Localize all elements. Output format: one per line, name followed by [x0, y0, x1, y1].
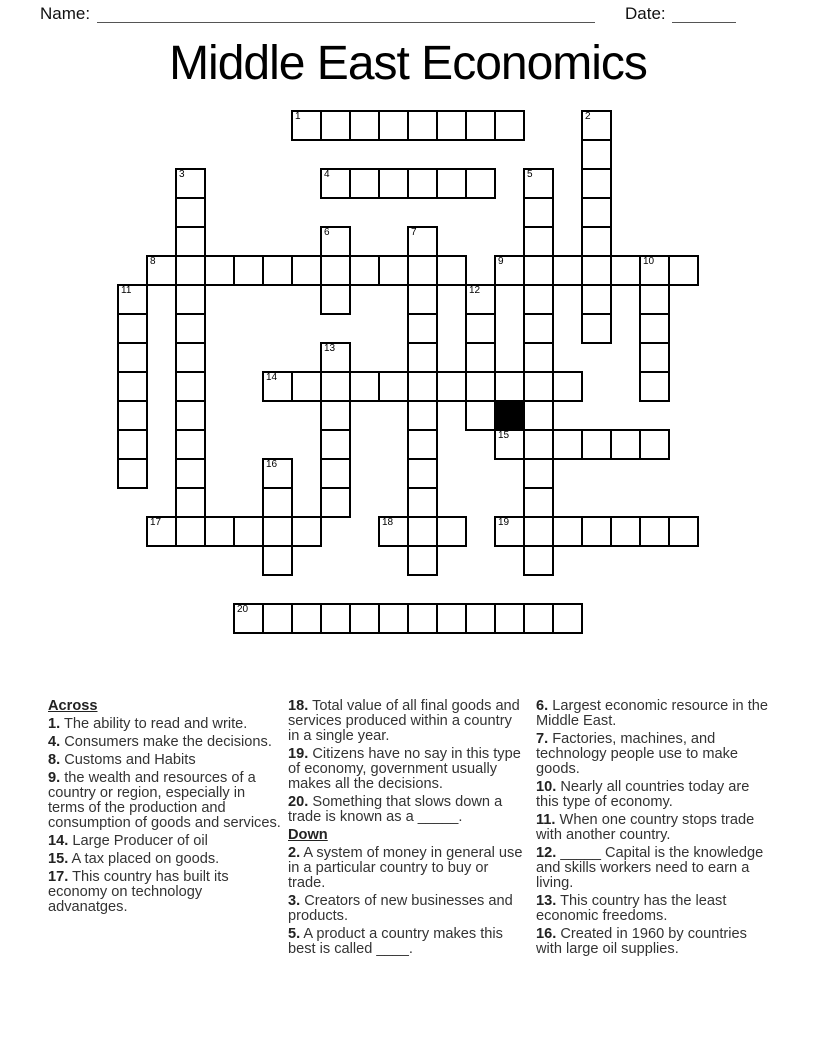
answer-cell[interactable] [436, 255, 467, 286]
cell-number: 13 [324, 343, 336, 354]
black-cell [494, 400, 525, 431]
answer-cell[interactable] [494, 371, 525, 402]
answer-cell[interactable] [175, 313, 206, 344]
clue-text: Large Producer of oil [72, 833, 208, 850]
clue-text: The ability to read and write. [63, 716, 248, 733]
answer-cell[interactable] [175, 168, 206, 199]
name-label: Name: [40, 4, 91, 23]
answer-cell[interactable] [320, 255, 351, 286]
answer-cell[interactable] [523, 284, 554, 315]
date-label: Date: [625, 4, 666, 23]
answer-cell[interactable] [378, 110, 409, 141]
clue-text: This country has the least economic freedoms. [536, 893, 727, 925]
answer-cell[interactable] [175, 400, 206, 431]
clue-number: 7. [536, 731, 549, 748]
answer-cell[interactable] [494, 603, 525, 634]
clue-number: 20. [288, 794, 309, 811]
answer-cell[interactable] [175, 255, 206, 286]
answer-cell[interactable] [639, 429, 670, 460]
answer-cell[interactable] [262, 371, 293, 402]
answer-cell[interactable] [291, 516, 322, 547]
answer-cell[interactable] [175, 371, 206, 402]
answer-cell[interactable] [262, 603, 293, 634]
clue-text: Created in 1960 by countries with large oil supplies. [536, 926, 747, 958]
answer-cell[interactable] [639, 284, 670, 315]
answer-cell[interactable] [233, 603, 264, 634]
clue-number: 4. [48, 734, 61, 751]
clue-text: Citizens have no say in this type of economy, government usually makes all the decisions. [288, 746, 521, 793]
clue-number: 19. [288, 746, 309, 763]
clue-item [536, 780, 776, 810]
clue-item [288, 699, 526, 744]
answer-cell[interactable] [407, 342, 438, 373]
answer-cell[interactable] [407, 458, 438, 489]
answer-cell[interactable] [349, 371, 380, 402]
answer-cell[interactable] [465, 284, 496, 315]
cell-number: 12 [469, 285, 481, 296]
clue-number: 8. [48, 752, 61, 769]
answer-cell[interactable] [320, 226, 351, 257]
answer-cell[interactable] [465, 313, 496, 344]
answer-cell[interactable] [639, 371, 670, 402]
answer-cell[interactable] [320, 429, 351, 460]
cell-number: 18 [382, 517, 394, 528]
answer-cell[interactable] [465, 168, 496, 199]
answer-cell[interactable] [407, 400, 438, 431]
answer-cell[interactable] [523, 255, 554, 286]
cell-number: 14 [266, 372, 278, 383]
answer-cell[interactable] [436, 168, 467, 199]
answer-cell[interactable] [117, 458, 148, 489]
answer-cell[interactable] [320, 110, 351, 141]
answer-cell[interactable] [552, 516, 583, 547]
clue-item [288, 747, 526, 792]
answer-cell[interactable] [175, 226, 206, 257]
answer-cell[interactable] [262, 516, 293, 547]
answer-cell[interactable] [117, 400, 148, 431]
answer-cell[interactable] [552, 603, 583, 634]
answer-cell[interactable] [494, 429, 525, 460]
clue-item [48, 852, 282, 867]
clue-text: Creators of new businesses and products. [288, 893, 513, 925]
answer-cell[interactable] [407, 284, 438, 315]
clue-number: 6. [536, 698, 549, 714]
cell-number: 17 [150, 517, 162, 528]
answer-cell[interactable] [523, 342, 554, 373]
answer-cell[interactable] [639, 516, 670, 547]
answer-cell[interactable] [378, 168, 409, 199]
answer-cell[interactable] [262, 458, 293, 489]
answer-cell[interactable] [523, 429, 554, 460]
clue-item [288, 894, 526, 924]
cell-number: 9 [498, 256, 504, 267]
clue-item [536, 732, 776, 777]
answer-cell[interactable] [407, 313, 438, 344]
answer-cell[interactable] [581, 197, 612, 228]
answer-cell[interactable] [465, 342, 496, 373]
answer-cell[interactable] [291, 255, 322, 286]
answer-cell[interactable] [378, 371, 409, 402]
answer-cell[interactable] [349, 168, 380, 199]
clue-text: Consumers make the decisions. [64, 734, 272, 751]
cell-number: 6 [324, 227, 330, 238]
answer-cell[interactable] [494, 516, 525, 547]
clue-item [288, 795, 526, 825]
answer-cell[interactable] [610, 429, 641, 460]
answer-cell[interactable] [523, 168, 554, 199]
answer-cell[interactable] [146, 255, 177, 286]
answer-cell[interactable] [465, 603, 496, 634]
answer-cell[interactable] [523, 487, 554, 518]
clue-number: 10. [536, 779, 557, 796]
cell-number: 15 [498, 430, 510, 441]
answer-cell[interactable] [639, 313, 670, 344]
answer-cell[interactable] [320, 603, 351, 634]
clue-number: 11. [536, 812, 556, 829]
clue-item [288, 927, 526, 957]
answer-cell[interactable] [320, 487, 351, 518]
answer-cell[interactable] [436, 603, 467, 634]
answer-cell[interactable] [262, 545, 293, 576]
answer-cell[interactable] [523, 313, 554, 344]
answer-cell[interactable] [523, 226, 554, 257]
answer-cell[interactable] [349, 255, 380, 286]
clue-item [536, 846, 776, 891]
cell-number: 16 [266, 459, 278, 470]
answer-cell[interactable] [407, 110, 438, 141]
clue-text: Nearly all countries today are this type of economy. [536, 779, 750, 811]
clue-column-across [48, 699, 282, 918]
answer-cell[interactable] [407, 429, 438, 460]
answer-cell[interactable] [552, 255, 583, 286]
clue-text: Customs and Habits [64, 752, 196, 769]
clue-item [48, 834, 282, 849]
answer-cell[interactable] [320, 458, 351, 489]
answer-cell[interactable] [407, 516, 438, 547]
answer-cell[interactable] [494, 110, 525, 141]
answer-cell[interactable] [117, 429, 148, 460]
answer-cell[interactable] [378, 516, 409, 547]
answer-cell[interactable] [233, 516, 264, 547]
answer-cell[interactable] [117, 342, 148, 373]
answer-cell[interactable] [494, 255, 525, 286]
answer-cell[interactable] [407, 603, 438, 634]
clue-text: Something that slows down a trade is known as a _____. [288, 794, 503, 826]
clue-number: 14. [48, 833, 69, 850]
across-header: Across [48, 698, 98, 714]
answer-cell[interactable] [581, 313, 612, 344]
cell-number: 8 [150, 256, 156, 267]
answer-cell[interactable] [320, 371, 351, 402]
answer-cell[interactable] [407, 226, 438, 257]
answer-cell[interactable] [349, 110, 380, 141]
answer-cell[interactable] [117, 371, 148, 402]
cell-number: 20 [237, 604, 249, 615]
answer-cell[interactable] [320, 284, 351, 315]
answer-cell[interactable] [552, 429, 583, 460]
answer-cell[interactable] [320, 400, 351, 431]
clue-number: 5. [288, 926, 301, 943]
cell-number: 5 [527, 169, 533, 180]
answer-cell[interactable] [175, 516, 206, 547]
answer-cell[interactable] [291, 110, 322, 141]
down-header: Down [288, 827, 328, 844]
answer-cell[interactable] [523, 400, 554, 431]
clue-item [536, 927, 776, 957]
answer-cell[interactable] [175, 284, 206, 315]
cell-number: 19 [498, 517, 510, 528]
answer-cell[interactable] [523, 458, 554, 489]
clue-item [536, 813, 776, 843]
answer-cell[interactable] [262, 487, 293, 518]
answer-cell[interactable] [668, 516, 699, 547]
clue-item [536, 699, 776, 729]
clue-number: 1. [48, 716, 61, 733]
clue-item [48, 771, 282, 831]
clue-text: A system of money in general use in a particular country to buy or trade. [288, 845, 523, 892]
clue-number: 2. [288, 845, 301, 862]
clue-item [536, 894, 776, 924]
answer-cell[interactable] [436, 371, 467, 402]
clue-text: the wealth and resources of a country or region, especially in terms of the production and consumption of goods and services. [48, 770, 281, 832]
answer-cell[interactable] [175, 197, 206, 228]
answer-cell[interactable] [465, 400, 496, 431]
answer-cell[interactable] [204, 255, 235, 286]
clue-item [288, 846, 526, 891]
answer-cell[interactable] [581, 255, 612, 286]
clue-number: 16. [536, 926, 557, 943]
clue-text: A product a country makes this best is called ____. [288, 926, 503, 958]
answer-cell[interactable] [407, 545, 438, 576]
answer-cell[interactable] [349, 603, 380, 634]
page-title: Middle East Economics [169, 37, 647, 90]
answer-cell[interactable] [668, 255, 699, 286]
clue-item [48, 735, 282, 750]
clue-number: 17. [48, 869, 69, 886]
answer-cell[interactable] [175, 458, 206, 489]
clue-item [48, 753, 282, 768]
answer-cell[interactable] [117, 313, 148, 344]
answer-cell[interactable] [581, 226, 612, 257]
answer-cell[interactable] [320, 342, 351, 373]
clue-number: 12. [536, 845, 557, 862]
answer-cell[interactable] [436, 516, 467, 547]
clue-text: When one country stops trade with another country. [536, 812, 755, 844]
answer-cell[interactable] [523, 603, 554, 634]
answer-cell[interactable] [639, 342, 670, 373]
cell-number: 10 [643, 256, 655, 267]
clue-number: 9. [48, 770, 61, 787]
answer-cell[interactable] [233, 255, 264, 286]
clue-text: Total value of all final goods and services produced within a country in a single year. [288, 698, 520, 745]
answer-cell[interactable] [465, 110, 496, 141]
answer-cell[interactable] [581, 429, 612, 460]
answer-cell[interactable] [407, 255, 438, 286]
answer-cell[interactable] [523, 545, 554, 576]
clue-text: Factories, machines, and technology people use to make goods. [536, 731, 739, 778]
clue-column-down [536, 699, 776, 961]
answer-cell[interactable] [291, 371, 322, 402]
clue-text: This country has built its economy on technology advanatges. [48, 869, 229, 916]
clue-text: Largest economic resource in the Middle East. [536, 698, 769, 730]
answer-cell[interactable] [552, 371, 583, 402]
cell-number: 2 [585, 111, 591, 122]
answer-cell[interactable] [175, 487, 206, 518]
answer-cell[interactable] [291, 603, 322, 634]
answer-cell[interactable] [581, 139, 612, 170]
answer-cell[interactable] [262, 255, 293, 286]
answer-cell[interactable] [581, 516, 612, 547]
clue-text: A tax placed on goods. [71, 851, 220, 868]
answer-cell[interactable] [581, 284, 612, 315]
answer-cell[interactable] [523, 197, 554, 228]
answer-cell[interactable] [407, 371, 438, 402]
answer-cell[interactable] [523, 371, 554, 402]
answer-cell[interactable] [175, 342, 206, 373]
answer-cell[interactable] [320, 168, 351, 199]
answer-cell[interactable] [581, 110, 612, 141]
answer-cell[interactable] [175, 429, 206, 460]
answer-cell[interactable] [117, 284, 148, 315]
answer-cell[interactable] [407, 487, 438, 518]
answer-cell[interactable] [523, 516, 554, 547]
answer-cell[interactable] [610, 255, 641, 286]
answer-cell[interactable] [639, 255, 670, 286]
clue-number: 13. [536, 893, 557, 910]
answer-cell[interactable] [436, 110, 467, 141]
answer-cell[interactable] [146, 516, 177, 547]
cell-number: 11 [121, 285, 132, 296]
clue-number: 15. [48, 851, 69, 868]
cell-number: 7 [411, 227, 417, 238]
answer-cell[interactable] [204, 516, 235, 547]
answer-cell[interactable] [465, 371, 496, 402]
answer-cell[interactable] [407, 168, 438, 199]
clue-column-middle [288, 699, 526, 961]
cell-number: 1 [295, 111, 301, 122]
answer-cell[interactable] [581, 168, 612, 199]
clue-item [48, 870, 282, 915]
answer-cell[interactable] [378, 255, 409, 286]
cell-number: 4 [324, 169, 330, 180]
answer-cell[interactable] [610, 516, 641, 547]
clue-number: 3. [288, 893, 301, 910]
answer-cell[interactable] [378, 603, 409, 634]
clue-text: _____ Capital is the knowledge and skills workers need to earn a living. [536, 845, 764, 892]
cell-number: 3 [179, 169, 185, 180]
clue-number: 18. [288, 698, 309, 714]
clue-item [48, 717, 282, 732]
